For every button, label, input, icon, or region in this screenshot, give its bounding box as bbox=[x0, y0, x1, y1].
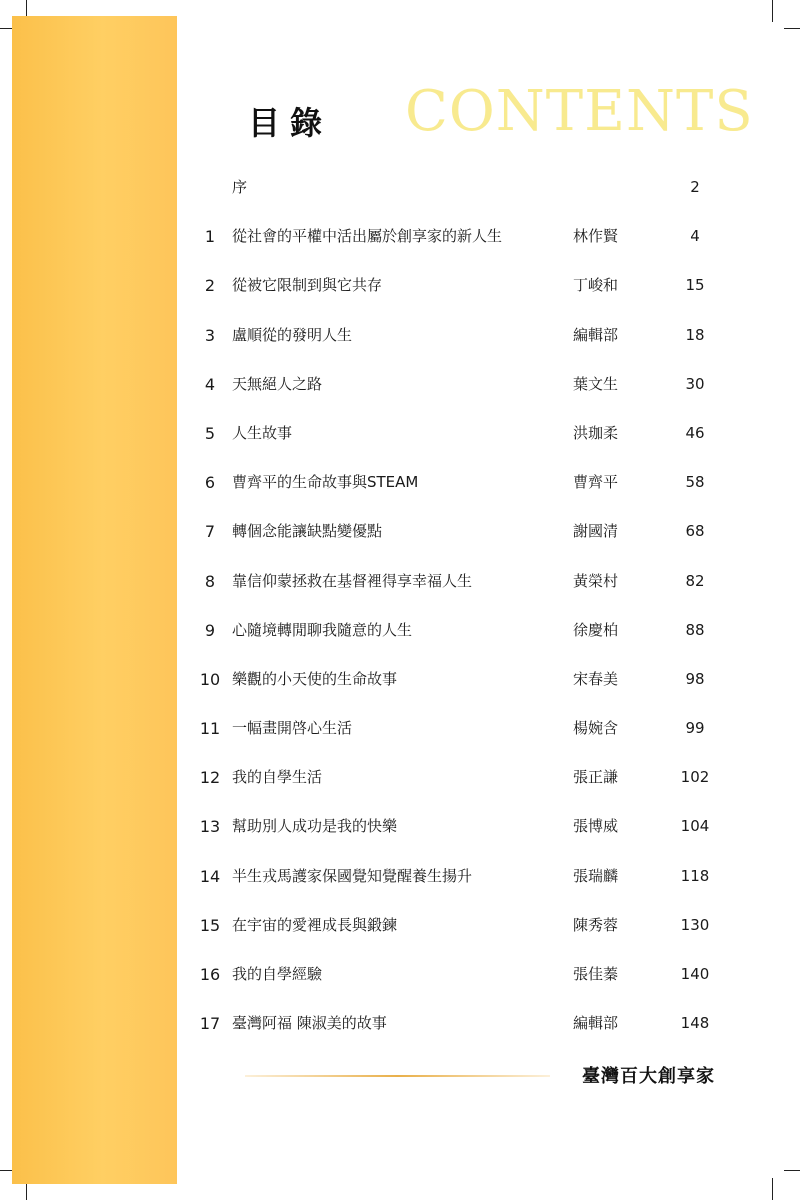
toc-title: 臺灣阿福 陳淑美的故事 bbox=[232, 1014, 387, 1033]
toc-page-number: 58 bbox=[685, 473, 705, 492]
toc-title: 天無絕人之路 bbox=[232, 374, 323, 393]
toc-title: 我的自學經驗 bbox=[232, 965, 323, 983]
toc-title: 盧順從的發明人生 bbox=[232, 325, 353, 344]
toc-title: 序 bbox=[232, 178, 248, 196]
toc-row[interactable] bbox=[195, 455, 715, 504]
page-title-english: CONTENTS bbox=[405, 79, 754, 144]
toc-number: 4 bbox=[204, 374, 216, 394]
crop-mark bbox=[784, 1170, 800, 1171]
toc-author: 葉文生 bbox=[573, 374, 619, 393]
toc-number: 3 bbox=[204, 325, 216, 345]
toc-row[interactable] bbox=[195, 258, 715, 307]
toc-row[interactable] bbox=[195, 898, 715, 947]
toc-title: 一幅畫開啓心生活 bbox=[232, 719, 353, 738]
toc-number: 12 bbox=[199, 768, 221, 788]
toc-page-number: 18 bbox=[685, 325, 705, 344]
toc-page-number: 30 bbox=[685, 374, 705, 393]
toc-row[interactable] bbox=[195, 849, 715, 898]
toc-author: 張正謙 bbox=[573, 768, 619, 787]
toc-page-number: 68 bbox=[685, 522, 705, 541]
toc-author: 張瑞麟 bbox=[573, 866, 619, 885]
toc-page-number: 140 bbox=[680, 965, 710, 983]
toc-row[interactable] bbox=[195, 504, 715, 553]
toc-row[interactable] bbox=[195, 357, 715, 406]
decorative-side-band bbox=[12, 16, 177, 1184]
toc-page-number: 15 bbox=[685, 276, 705, 295]
toc-author: 洪珈柔 bbox=[573, 423, 619, 442]
toc-author: 張佳蓁 bbox=[573, 965, 619, 983]
toc-title: 半生戎馬護家保國覺知覺醒養生揚升 bbox=[232, 866, 473, 885]
crop-mark bbox=[784, 28, 800, 29]
toc-title: 幫助別人成功是我的快樂 bbox=[232, 817, 398, 836]
crop-mark bbox=[772, 0, 773, 22]
toc-page-number: 130 bbox=[680, 915, 710, 934]
toc-page-number: 99 bbox=[685, 719, 705, 738]
toc-author: 編輯部 bbox=[573, 1014, 619, 1033]
toc-title: 人生故事 bbox=[232, 423, 293, 442]
toc-row[interactable] bbox=[195, 652, 715, 701]
toc-author: 黃榮村 bbox=[573, 571, 619, 590]
toc-author: 編輯部 bbox=[573, 325, 619, 344]
toc-title: 我的自學生活 bbox=[232, 768, 323, 787]
toc-author: 張博威 bbox=[573, 817, 619, 836]
toc-author: 楊婉含 bbox=[573, 719, 619, 738]
toc-page-number: 98 bbox=[685, 669, 705, 688]
toc-row[interactable] bbox=[195, 750, 715, 799]
toc-number: 2 bbox=[204, 276, 216, 296]
toc-number: 9 bbox=[204, 620, 216, 640]
toc-row[interactable] bbox=[195, 701, 715, 750]
table-of-contents bbox=[195, 160, 715, 1045]
toc-title: 從社會的平權中活出屬於創享家的新人生 bbox=[232, 227, 503, 246]
toc-author: 林作賢 bbox=[573, 227, 619, 246]
toc-row[interactable] bbox=[195, 160, 715, 209]
toc-author: 陳秀蓉 bbox=[573, 915, 619, 934]
toc-page-number: 88 bbox=[685, 620, 705, 639]
toc-number: 14 bbox=[199, 866, 221, 886]
toc-row[interactable] bbox=[195, 947, 715, 996]
toc-page-number: 104 bbox=[680, 817, 710, 836]
footer-brand: 臺灣百大創享家 bbox=[582, 1066, 715, 1087]
toc-number: 1 bbox=[204, 227, 216, 247]
toc-title: 心隨境轉閒聊我隨意的人生 bbox=[232, 620, 413, 639]
toc-page-number: 46 bbox=[685, 423, 705, 442]
toc-number: 6 bbox=[204, 473, 216, 493]
toc-author: 謝國清 bbox=[573, 522, 619, 541]
toc-number: 17 bbox=[199, 1014, 221, 1034]
toc-number: 15 bbox=[199, 915, 221, 935]
toc-row[interactable] bbox=[195, 554, 715, 603]
toc-title: 從被它限制到與它共存 bbox=[232, 276, 383, 295]
toc-number: 16 bbox=[199, 965, 221, 984]
toc-title: 在宇宙的愛裡成長與鍛鍊 bbox=[232, 915, 398, 934]
toc-number: 7 bbox=[204, 522, 216, 542]
toc-title: 曹齊平的生命故事與STEAM bbox=[232, 473, 419, 492]
toc-author: 宋春美 bbox=[573, 669, 619, 688]
toc-row[interactable] bbox=[195, 996, 715, 1045]
footer-divider bbox=[245, 1075, 550, 1077]
toc-title: 靠信仰蒙拯救在基督裡得享幸福人生 bbox=[232, 571, 473, 590]
toc-row[interactable] bbox=[195, 603, 715, 652]
toc-number: 11 bbox=[199, 719, 221, 739]
toc-row[interactable] bbox=[195, 406, 715, 455]
toc-page-number: 148 bbox=[680, 1014, 710, 1033]
toc-row[interactable] bbox=[195, 308, 715, 357]
toc-author: 丁峻和 bbox=[573, 276, 619, 295]
toc-row[interactable] bbox=[195, 209, 715, 258]
toc-author: 徐慶柏 bbox=[573, 620, 619, 639]
page-title: 目錄 bbox=[248, 104, 333, 142]
crop-mark bbox=[772, 1178, 773, 1200]
toc-page-number: 4 bbox=[690, 227, 700, 246]
toc-row[interactable] bbox=[195, 799, 715, 848]
toc-title: 樂觀的小天使的生命故事 bbox=[232, 669, 398, 688]
toc-author: 曹齊平 bbox=[573, 473, 619, 492]
toc-number: 13 bbox=[199, 817, 221, 837]
toc-page-number: 102 bbox=[680, 768, 710, 787]
toc-page-number: 82 bbox=[685, 571, 705, 590]
toc-page-number: 2 bbox=[690, 178, 700, 196]
toc-title: 轉個念能讓缺點變優點 bbox=[232, 522, 383, 541]
toc-number: 8 bbox=[204, 571, 216, 591]
toc-page-number: 118 bbox=[680, 866, 710, 885]
toc-number: 5 bbox=[204, 423, 216, 443]
toc-number: 10 bbox=[199, 669, 221, 689]
